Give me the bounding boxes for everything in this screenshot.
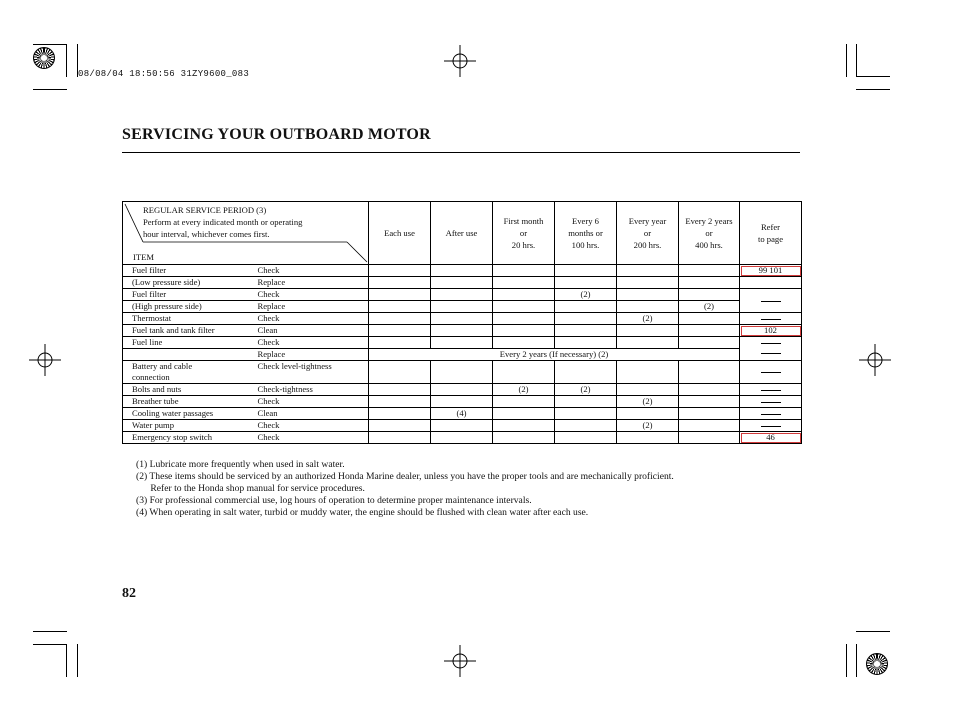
page-ref-dash xyxy=(740,361,802,384)
table-row: Fuel filter Check (2) xyxy=(123,289,802,301)
crop-line xyxy=(33,89,67,90)
crop-line xyxy=(66,644,67,677)
table-row: Replace Every 2 years (If necessary) (2) xyxy=(123,349,802,361)
page-ref-dash xyxy=(740,337,802,361)
crop-line xyxy=(846,44,847,77)
registration-rosette-bottom-right xyxy=(866,653,888,675)
table-row: Cooling water passages Clean (4) xyxy=(123,408,802,420)
service-period-note: REGULAR SERVICE PERIOD (3) Perform at every indicated month or operating hour interval, whichever comes first. xyxy=(143,205,303,239)
crosshair-mark-bottom xyxy=(444,645,476,677)
table-row: Fuel tank and tank filter Clean 102 xyxy=(123,325,802,337)
registration-rosette-top-left xyxy=(33,47,55,69)
crop-line xyxy=(856,76,890,77)
footnote: (4) When operating in salt water, turbid or muddy water, the engine should be flushed with clean water after each use. xyxy=(136,507,589,518)
page-ref-link[interactable]: 99 101 xyxy=(740,265,802,277)
page-ref-link[interactable]: 102 xyxy=(740,325,802,337)
footnotes xyxy=(136,459,674,519)
crop-line xyxy=(856,631,890,632)
table-row: connection xyxy=(123,372,802,384)
page-number: 82 xyxy=(122,586,136,601)
crop-line xyxy=(33,644,67,645)
table-row: Water pump Check (2) xyxy=(123,420,802,432)
table-row: Battery and cable Check level-tightness xyxy=(123,361,802,373)
header-every-year: Every year or 200 hrs. xyxy=(617,202,679,265)
crosshair-mark-left xyxy=(29,344,61,376)
header-every-6-months: Every 6 months or 100 hrs. xyxy=(555,202,617,265)
table-row: (Low pressure side) Replace xyxy=(123,277,802,289)
crop-line xyxy=(856,644,857,677)
header-refer-to-page: Refer to page xyxy=(740,202,802,265)
header-corner-cell xyxy=(123,202,369,265)
table-row: Bolts and nuts Check-tightness (2) (2) xyxy=(123,384,802,396)
maintenance-schedule-table xyxy=(122,201,802,444)
page-ref-dash xyxy=(740,408,802,420)
table-row: Fuel filter Check 99 101 xyxy=(123,265,802,277)
item-column-label: ITEM xyxy=(133,252,155,262)
crop-line xyxy=(66,44,67,77)
crop-line xyxy=(856,44,857,77)
footnote: (3) For professional commercial use, log hours of operation to determine proper maintenance intervals. xyxy=(136,495,532,506)
footnote: (1) Lubricate more frequently when used in salt water. xyxy=(136,459,345,470)
page-ref-dash xyxy=(740,313,802,325)
crosshair-mark-top xyxy=(444,45,476,77)
header-each-use: Each use xyxy=(369,202,431,265)
crop-line xyxy=(846,644,847,677)
table-row: Breather tube Check (2) xyxy=(123,396,802,408)
crosshair-mark-right xyxy=(859,344,891,376)
header-first-month: First month or 20 hrs. xyxy=(493,202,555,265)
page-ref-dash xyxy=(740,396,802,408)
header-every-2-years: Every 2 years or 400 hrs. xyxy=(679,202,740,265)
page-ref-dash xyxy=(740,289,802,313)
footnote: (2) These items should be serviced by an authorized Honda Marine dealer, unless you have the proper tools and are mechanically proficient. xyxy=(136,471,674,482)
crop-line xyxy=(33,631,67,632)
page-title: SERVICING YOUR OUTBOARD MOTOR xyxy=(122,126,431,143)
print-stamp: 08/08/04 18:50:56 31ZY9600_083 xyxy=(78,69,250,79)
table-row: Fuel line Check xyxy=(123,337,802,349)
table-row: (High pressure side) Replace (2) xyxy=(123,301,802,313)
crop-line xyxy=(77,644,78,677)
crop-line xyxy=(33,44,67,45)
table-header-row xyxy=(123,202,802,265)
page-ref-dash xyxy=(740,420,802,432)
title-rule xyxy=(122,152,800,153)
page-ref-dash xyxy=(740,384,802,396)
table-row: Emergency stop switch Check 46 xyxy=(123,432,802,444)
table-row: Thermostat Check (2) xyxy=(123,313,802,325)
footnote: Refer to the Honda shop manual for service procedures. xyxy=(136,483,365,494)
crop-line xyxy=(856,89,890,90)
header-after-use: After use xyxy=(431,202,493,265)
page-ref-link[interactable]: 46 xyxy=(740,432,802,444)
